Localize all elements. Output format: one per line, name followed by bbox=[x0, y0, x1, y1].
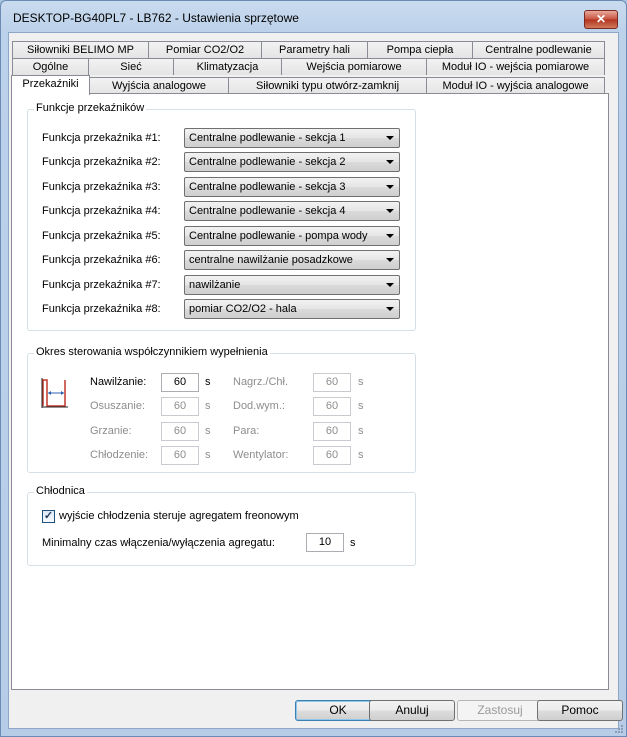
pwm-signal-icon bbox=[40, 376, 70, 410]
freon-aggregate-checkbox[interactable]: ✓ bbox=[43, 510, 54, 522]
tab-silowniki-otworz-zamknij[interactable]: Siłowniki typu otwórz-zamknij bbox=[228, 77, 427, 94]
extra-exchanger-label: Dod.wym.: bbox=[233, 400, 285, 412]
tab-modul-io-wejscia[interactable]: Moduł IO - wejścia pomiarowe bbox=[426, 58, 605, 75]
relay-functions-group bbox=[27, 102, 416, 331]
cooler-group bbox=[27, 485, 416, 566]
cancel-button[interactable]: Anuluj bbox=[369, 700, 455, 721]
relay-8-label: Funkcja przekaźnika #8: bbox=[42, 303, 161, 315]
apply-button[interactable]: Zastosuj bbox=[457, 700, 543, 721]
relay-4-label: Funkcja przekaźnika #4: bbox=[42, 205, 161, 217]
heat-cool-input[interactable]: 60 bbox=[313, 373, 351, 392]
tab-centralne-podlewanie[interactable]: Centralne podlewanie bbox=[472, 41, 605, 58]
relay-1-label: Funkcja przekaźnika #1: bbox=[42, 132, 161, 144]
cooler-title: Chłodnica bbox=[36, 485, 85, 497]
heating-label: Grzanie: bbox=[90, 425, 132, 437]
cooling-unit: s bbox=[205, 449, 211, 461]
relay-7-select[interactable] bbox=[184, 275, 400, 295]
help-button[interactable]: Pomoc bbox=[537, 700, 623, 721]
chevron-down-icon bbox=[386, 136, 394, 140]
relay-7-label: Funkcja przekaźnika #7: bbox=[42, 279, 161, 291]
relay-8-value: pomiar CO2/O2 - hala bbox=[189, 303, 297, 315]
tab-wyjscia-analogowe[interactable]: Wyjścia analogowe bbox=[89, 77, 229, 94]
ok-button[interactable]: OK bbox=[295, 700, 381, 721]
relay-3-label: Funkcja przekaźnika #3: bbox=[42, 181, 161, 193]
extra-exchanger-input[interactable]: 60 bbox=[313, 397, 351, 416]
tab-ogolne[interactable]: Ogólne bbox=[12, 58, 89, 75]
duty-cycle-group bbox=[27, 346, 416, 473]
steam-unit: s bbox=[358, 425, 364, 437]
tab-modul-io-wyjscia[interactable]: Moduł IO - wyjścia analogowe bbox=[426, 77, 605, 94]
relay-6-select[interactable] bbox=[184, 250, 400, 270]
dehumidifying-unit: s bbox=[205, 400, 211, 412]
humidifying-label: Nawilżanie: bbox=[90, 376, 147, 388]
tab-pompa-ciepla[interactable]: Pompa ciepła bbox=[367, 41, 473, 58]
tab-wejscia-pomiarowe[interactable]: Wejścia pomiarowe bbox=[281, 58, 427, 75]
tab-klimatyzacja[interactable]: Klimatyzacja bbox=[173, 58, 282, 75]
min-time-unit: s bbox=[350, 537, 356, 549]
cooling-label: Chłodzenie: bbox=[90, 449, 149, 461]
title-bar[interactable] bbox=[1, 1, 626, 33]
chevron-down-icon bbox=[386, 160, 394, 164]
extra-exchanger-unit: s bbox=[358, 400, 364, 412]
close-button[interactable]: ✕ bbox=[584, 10, 618, 29]
relay-3-select[interactable] bbox=[184, 177, 400, 197]
relay-2-select[interactable] bbox=[184, 152, 400, 172]
relay-4-value: Centralne podlewanie - sekcja 4 bbox=[189, 205, 346, 217]
steam-label: Para: bbox=[233, 425, 260, 437]
relay-4-select[interactable] bbox=[184, 201, 400, 221]
min-time-label: Minimalny czas włączenia/wyłączenia agregatu: bbox=[42, 537, 275, 549]
min-time-input[interactable]: 10 bbox=[306, 533, 344, 552]
fan-unit: s bbox=[358, 449, 364, 461]
relay-5-value: Centralne podlewanie - pompa wody bbox=[189, 230, 368, 242]
heat-cool-label: Nagrz./Chł. bbox=[233, 376, 289, 388]
chevron-down-icon bbox=[386, 185, 394, 189]
relay-2-value: Centralne podlewanie - sekcja 2 bbox=[189, 156, 346, 168]
chevron-down-icon bbox=[386, 209, 394, 213]
relay-6-value: centralne nawilżanie posadzkowe bbox=[189, 254, 353, 266]
relay-3-value: Centralne podlewanie - sekcja 3 bbox=[189, 181, 346, 193]
relay-5-label: Funkcja przekaźnika #5: bbox=[42, 230, 161, 242]
duty-cycle-title: Okres sterowania współczynnikiem wypełnienia bbox=[36, 346, 268, 358]
relay-functions-title: Funkcje przekaźników bbox=[36, 102, 145, 114]
tab-panel-przekazniki bbox=[11, 93, 609, 690]
tab-parametry-hali[interactable]: Parametry hali bbox=[261, 41, 368, 58]
chevron-down-icon bbox=[386, 258, 394, 262]
freon-aggregate-label[interactable]: wyjście chłodzenia steruje agregatem freonowym bbox=[59, 510, 299, 522]
dehumidifying-input[interactable]: 60 bbox=[161, 397, 199, 416]
resize-grip-icon[interactable] bbox=[614, 724, 624, 734]
relay-1-value: Centralne podlewanie - sekcja 1 bbox=[189, 132, 346, 144]
relay-5-select[interactable] bbox=[184, 226, 400, 246]
relay-2-label: Funkcja przekaźnika #2: bbox=[42, 156, 161, 168]
humidifying-unit: s bbox=[205, 376, 211, 388]
tab-silowniki-belimo[interactable]: Siłowniki BELIMO MP bbox=[12, 41, 149, 58]
cooling-input[interactable]: 60 bbox=[161, 446, 199, 465]
fan-label: Wentylator: bbox=[233, 449, 289, 461]
steam-input[interactable]: 60 bbox=[313, 422, 351, 441]
relay-6-label: Funkcja przekaźnika #6: bbox=[42, 254, 161, 266]
tab-siec[interactable]: Sieć bbox=[88, 58, 174, 75]
chevron-down-icon bbox=[386, 283, 394, 287]
dehumidifying-label: Osuszanie: bbox=[90, 400, 146, 412]
relay-1-select[interactable] bbox=[184, 128, 400, 148]
humidifying-input[interactable]: 60 bbox=[161, 373, 199, 392]
window-title: DESKTOP-BG40PL7 - LB762 - Ustawienia sprzętowe bbox=[13, 11, 299, 25]
tab-pomiar-co2[interactable]: Pomiar CO2/O2 bbox=[148, 41, 262, 58]
chevron-down-icon bbox=[386, 234, 394, 238]
heat-cool-unit: s bbox=[358, 376, 364, 388]
fan-input[interactable]: 60 bbox=[313, 446, 351, 465]
heating-input[interactable]: 60 bbox=[161, 422, 199, 441]
tab-przekazniki[interactable]: Przekaźniki bbox=[11, 75, 90, 95]
relay-8-select[interactable] bbox=[184, 299, 400, 319]
relay-7-value: nawilżanie bbox=[189, 279, 241, 291]
heating-unit: s bbox=[205, 425, 211, 437]
chevron-down-icon bbox=[386, 307, 394, 311]
